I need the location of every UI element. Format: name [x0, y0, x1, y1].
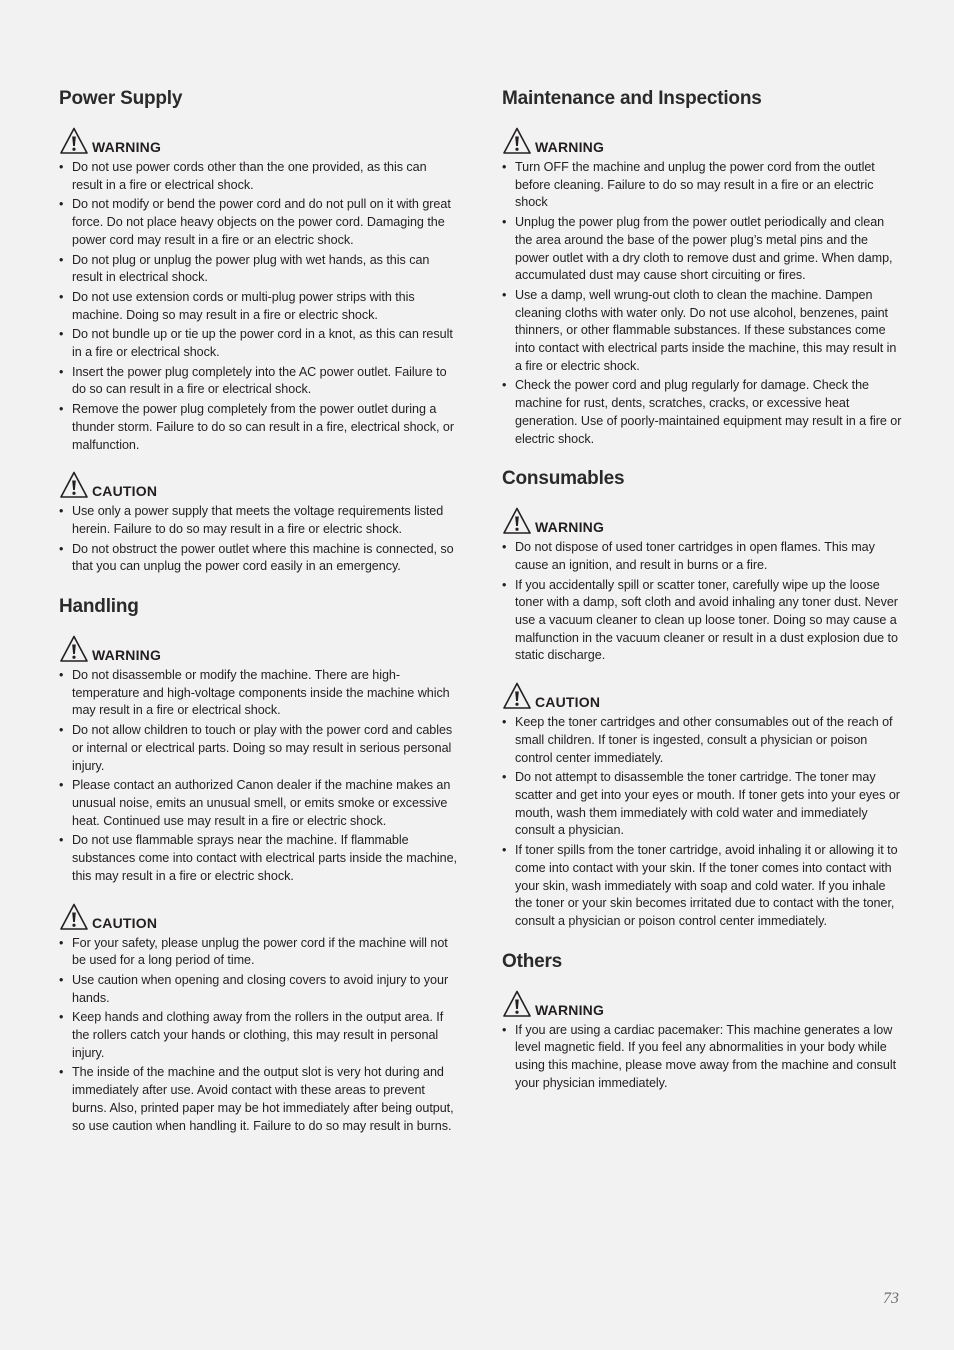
notice-label: WARNING [535, 139, 605, 155]
warning-triangle-icon [502, 681, 532, 711]
section-title: Consumables [502, 468, 625, 490]
bullet: • [59, 972, 64, 987]
list-item [59, 289, 459, 324]
list-item-text: Check the power cord and plug regularly for damage. Check the machine for rust, dents, scratches, cracks, or excessive heat generation. Use of poorly-maintained equipment may result in a fire or electric shock. [515, 378, 902, 446]
list-item [59, 832, 459, 885]
warning-triangle-icon [59, 902, 89, 932]
warning-block [59, 632, 459, 885]
bullet: • [59, 541, 64, 556]
list-item-text: Turn OFF the machine and unplug the power cord from the outlet before cleaning. Failure to do so may result in a fire or an electric shock [515, 160, 875, 210]
caution-block [59, 900, 459, 1136]
bullet: • [59, 504, 64, 519]
warning-triangle-icon [59, 634, 89, 664]
bullet: • [59, 935, 64, 950]
bullet: • [59, 327, 64, 342]
bullet: • [59, 833, 64, 848]
bullet: • [502, 843, 507, 858]
list-item-text: Keep the toner cartridges and other consumables out of the reach of small children. If toner is ingested, consult a physician or poison control center immediately. [515, 715, 893, 765]
list-item [59, 972, 459, 1007]
notice-label: WARNING [92, 139, 162, 155]
list-item-text: Use only a power supply that meets the voltage requirements listed herein. Failure to do so may result in a fire or electric shock. [72, 504, 444, 536]
notice-list [502, 1022, 902, 1093]
bullet: • [502, 770, 507, 785]
section-title: Handling [59, 596, 139, 618]
notice-label: WARNING [92, 647, 162, 664]
list-item-text: Use caution when opening and closing covers to avoid injury to your hands. [72, 972, 449, 1005]
list-item-text: Do not allow children to touch or play with the power cord and cables or internal or electrical parts. Doing so may result in serious personal injury. [72, 723, 453, 773]
list-item [59, 541, 459, 576]
bullet: • [502, 1022, 507, 1037]
list-item-text: If you accidentally spill or scatter toner, carefully wipe up the loose toner with a damp, soft cloth and avoid inhaling any toner dust. Never use a vacuum cleaner to clean up loose toner. Doing so may cause a malfunction in the vacuum cleaner or result in a dust explosion due to static discharge. [515, 577, 898, 663]
notice-label: WARNING [535, 1001, 605, 1018]
bullet: • [59, 778, 64, 793]
notice-list [59, 159, 459, 454]
bullet: • [59, 160, 64, 174]
list-item [59, 777, 459, 830]
list-item-text: If you are using a cardiac pacemaker: This machine generates a low level magnetic field. If you feel any abnormalities in your body while using this machine, please move away from the machine and consult your physician immediately. [515, 1022, 897, 1090]
bullet: • [59, 197, 64, 212]
list-item [502, 377, 902, 448]
list-item-text: Do not bundle up or tie up the power cord in a knot, as this can result in a fire or electrical shock. [72, 327, 453, 360]
list-item [59, 503, 459, 538]
list-item [59, 1009, 459, 1062]
notice-list [59, 935, 459, 1136]
list-item-text: Do not attempt to disassemble the toner cartridge. The toner may scatter and get into your eyes or mouth. If toner gets into your eyes or mouth, wash them immediately with cold water and immediately consult a physician. [515, 770, 900, 838]
section-title: Maintenance and Inspections [502, 88, 762, 109]
notice-label: WARNING [535, 519, 605, 536]
list-item [502, 577, 902, 666]
warning-block [59, 124, 459, 454]
list-item [59, 722, 459, 775]
bullet: • [59, 723, 64, 738]
caution-heading [502, 679, 902, 711]
warning-triangle-icon [502, 126, 532, 156]
notice-label: CAUTION [92, 483, 158, 500]
notice-list [502, 539, 902, 665]
list-item-text: Do not use flammable sprays near the machine. If flammable substances come into contact with electrical parts inside the machine, this may result in a fire or electric shock. [72, 833, 458, 883]
notice-list [502, 714, 902, 930]
list-item [502, 287, 902, 376]
list-item-text: Do not use power cords other than the one provided, as this can result in a fire or electrical shock. [72, 160, 427, 192]
list-item-text: The inside of the machine and the output slot is very hot during and immediately after use. Avoid contact with these areas to prevent burns. Also, printed paper may be hot immediately after being output, so use caution when handling it. Failure to do so may result in burns. [72, 1065, 454, 1133]
caution-block [59, 468, 459, 576]
list-item [502, 1022, 902, 1093]
warning-triangle-icon [502, 506, 532, 536]
section-title: Others [502, 950, 563, 972]
bullet: • [502, 378, 507, 393]
section-handling [59, 594, 459, 1135]
bullet: • [59, 1010, 64, 1025]
notice-label: CAUTION [92, 914, 158, 931]
list-item [59, 401, 459, 454]
warning-heading [502, 987, 902, 1019]
list-item-text: For your safety, please unplug the power cord if the machine will not be used for a long period of time. [72, 935, 448, 968]
list-item-text: Do not plug or unplug the power plug with wet hands, as this can result in electrical shock. [72, 252, 430, 285]
bullet: • [502, 715, 507, 730]
bullet: • [502, 287, 507, 302]
list-item-text: Do not modify or bend the power cord and do not pull on it with great force. Do not place heavy objects on the power cord. Damaging the power cord may result in a fire or an electric shock. [72, 197, 451, 247]
list-item-text: Do not dispose of used toner cartridges in open flames. This may cause an ignition, and result in burns or a fire. [515, 540, 875, 572]
bullet: • [502, 577, 507, 592]
bullet: • [59, 289, 64, 304]
page-number: 73 [883, 1290, 899, 1307]
list-item [59, 196, 459, 249]
list-item-text: Do not disassemble or modify the machine. There are high-temperature and high-voltage components inside the machine which may result in a fire or electrical shock. [72, 668, 450, 718]
list-item [502, 214, 902, 285]
notice-list [59, 503, 459, 576]
list-item-text: Keep hands and clothing away from the rollers in the output area. If the rollers catch your hands or clothing, this may result in personal injury. [72, 1010, 444, 1060]
list-item [59, 1064, 459, 1135]
notice-list [502, 159, 902, 448]
list-item-text: If toner spills from the toner cartridge, avoid inhaling it or allowing it to come into contact with your skin. If the toner comes into contact with your skin, wash immediately with soap and cold water. If you inhale the toner or your skin becomes irritated due to contact with the toner, consult a physician or poison control center immediately. [515, 843, 898, 928]
list-item-text: Insert the power plug completely into the AC power outlet. Failure to do so can result in a fire or electrical shock. [72, 364, 447, 397]
bullet: • [59, 402, 64, 417]
warning-heading [59, 632, 459, 664]
caution-heading [59, 900, 459, 932]
caution-block [502, 679, 902, 930]
section-consumables [502, 466, 902, 930]
notice-list [59, 667, 459, 885]
list-item [502, 159, 902, 212]
caution-heading [59, 468, 459, 500]
section-title: Power Supply [59, 88, 183, 109]
list-item [59, 252, 459, 287]
warning-block [502, 987, 902, 1093]
bullet: • [502, 160, 507, 174]
list-item [502, 539, 902, 574]
list-item-text: Use a damp, well wrung-out cloth to clean the machine. Dampen cleaning cloths with water only. Do not use alcohol, benzenes, paint thinners, or other flammable substances. If these substances come into contact with electrical parts inside the machine, this may result in a fire or electric shock. [515, 287, 897, 373]
list-item [59, 326, 459, 361]
list-item [502, 842, 902, 931]
warning-heading [59, 124, 459, 156]
section-others [502, 949, 902, 1093]
list-item [59, 364, 459, 399]
bullet: • [502, 540, 507, 555]
warning-block [502, 124, 902, 448]
right-column [502, 86, 902, 1110]
section-maintenance-and-inspections [502, 86, 902, 448]
list-item [59, 935, 459, 970]
warning-heading [502, 124, 902, 156]
bullet: • [59, 364, 64, 379]
bullet: • [59, 252, 64, 267]
warning-triangle-icon [59, 470, 89, 500]
list-item-text: Unplug the power plug from the power outlet periodically and clean the area around the base of the power plug’s metal pins and the power outlet with a dry cloth to remove dust and grime. When damp, accumulated dust may cause short circuiting or fires. [515, 215, 893, 283]
warning-triangle-icon [59, 126, 89, 156]
list-item-text: Do not use extension cords or multi-plug power strips with this machine. Doing so may result in a fire or electric shock. [72, 289, 415, 322]
list-item [59, 667, 459, 720]
list-item [502, 714, 902, 767]
section-power-supply [59, 86, 459, 576]
list-item-text: Remove the power plug completely from the power outlet during a thunder storm. Failure to do so can result in a fire, electrical shock, or malfunction. [72, 402, 454, 452]
list-item [59, 159, 459, 194]
bullet: • [59, 1065, 64, 1080]
bullet: • [59, 668, 64, 683]
list-item-text: Do not obstruct the power outlet where this machine is connected, so that you can unplug the power cord easily in an emergency. [72, 541, 454, 574]
bullet: • [502, 215, 507, 230]
warning-heading [502, 504, 902, 536]
left-column [59, 86, 459, 1153]
notice-label: CAUTION [535, 694, 601, 711]
warning-triangle-icon [502, 989, 532, 1019]
list-item [502, 769, 902, 840]
list-item-text: Please contact an authorized Canon dealer if the machine makes an unusual noise, emits an unusual smell, or emits smoke or excessive heat. Continued use may result in a fire or electric shock. [72, 778, 451, 828]
warning-block [502, 504, 902, 665]
